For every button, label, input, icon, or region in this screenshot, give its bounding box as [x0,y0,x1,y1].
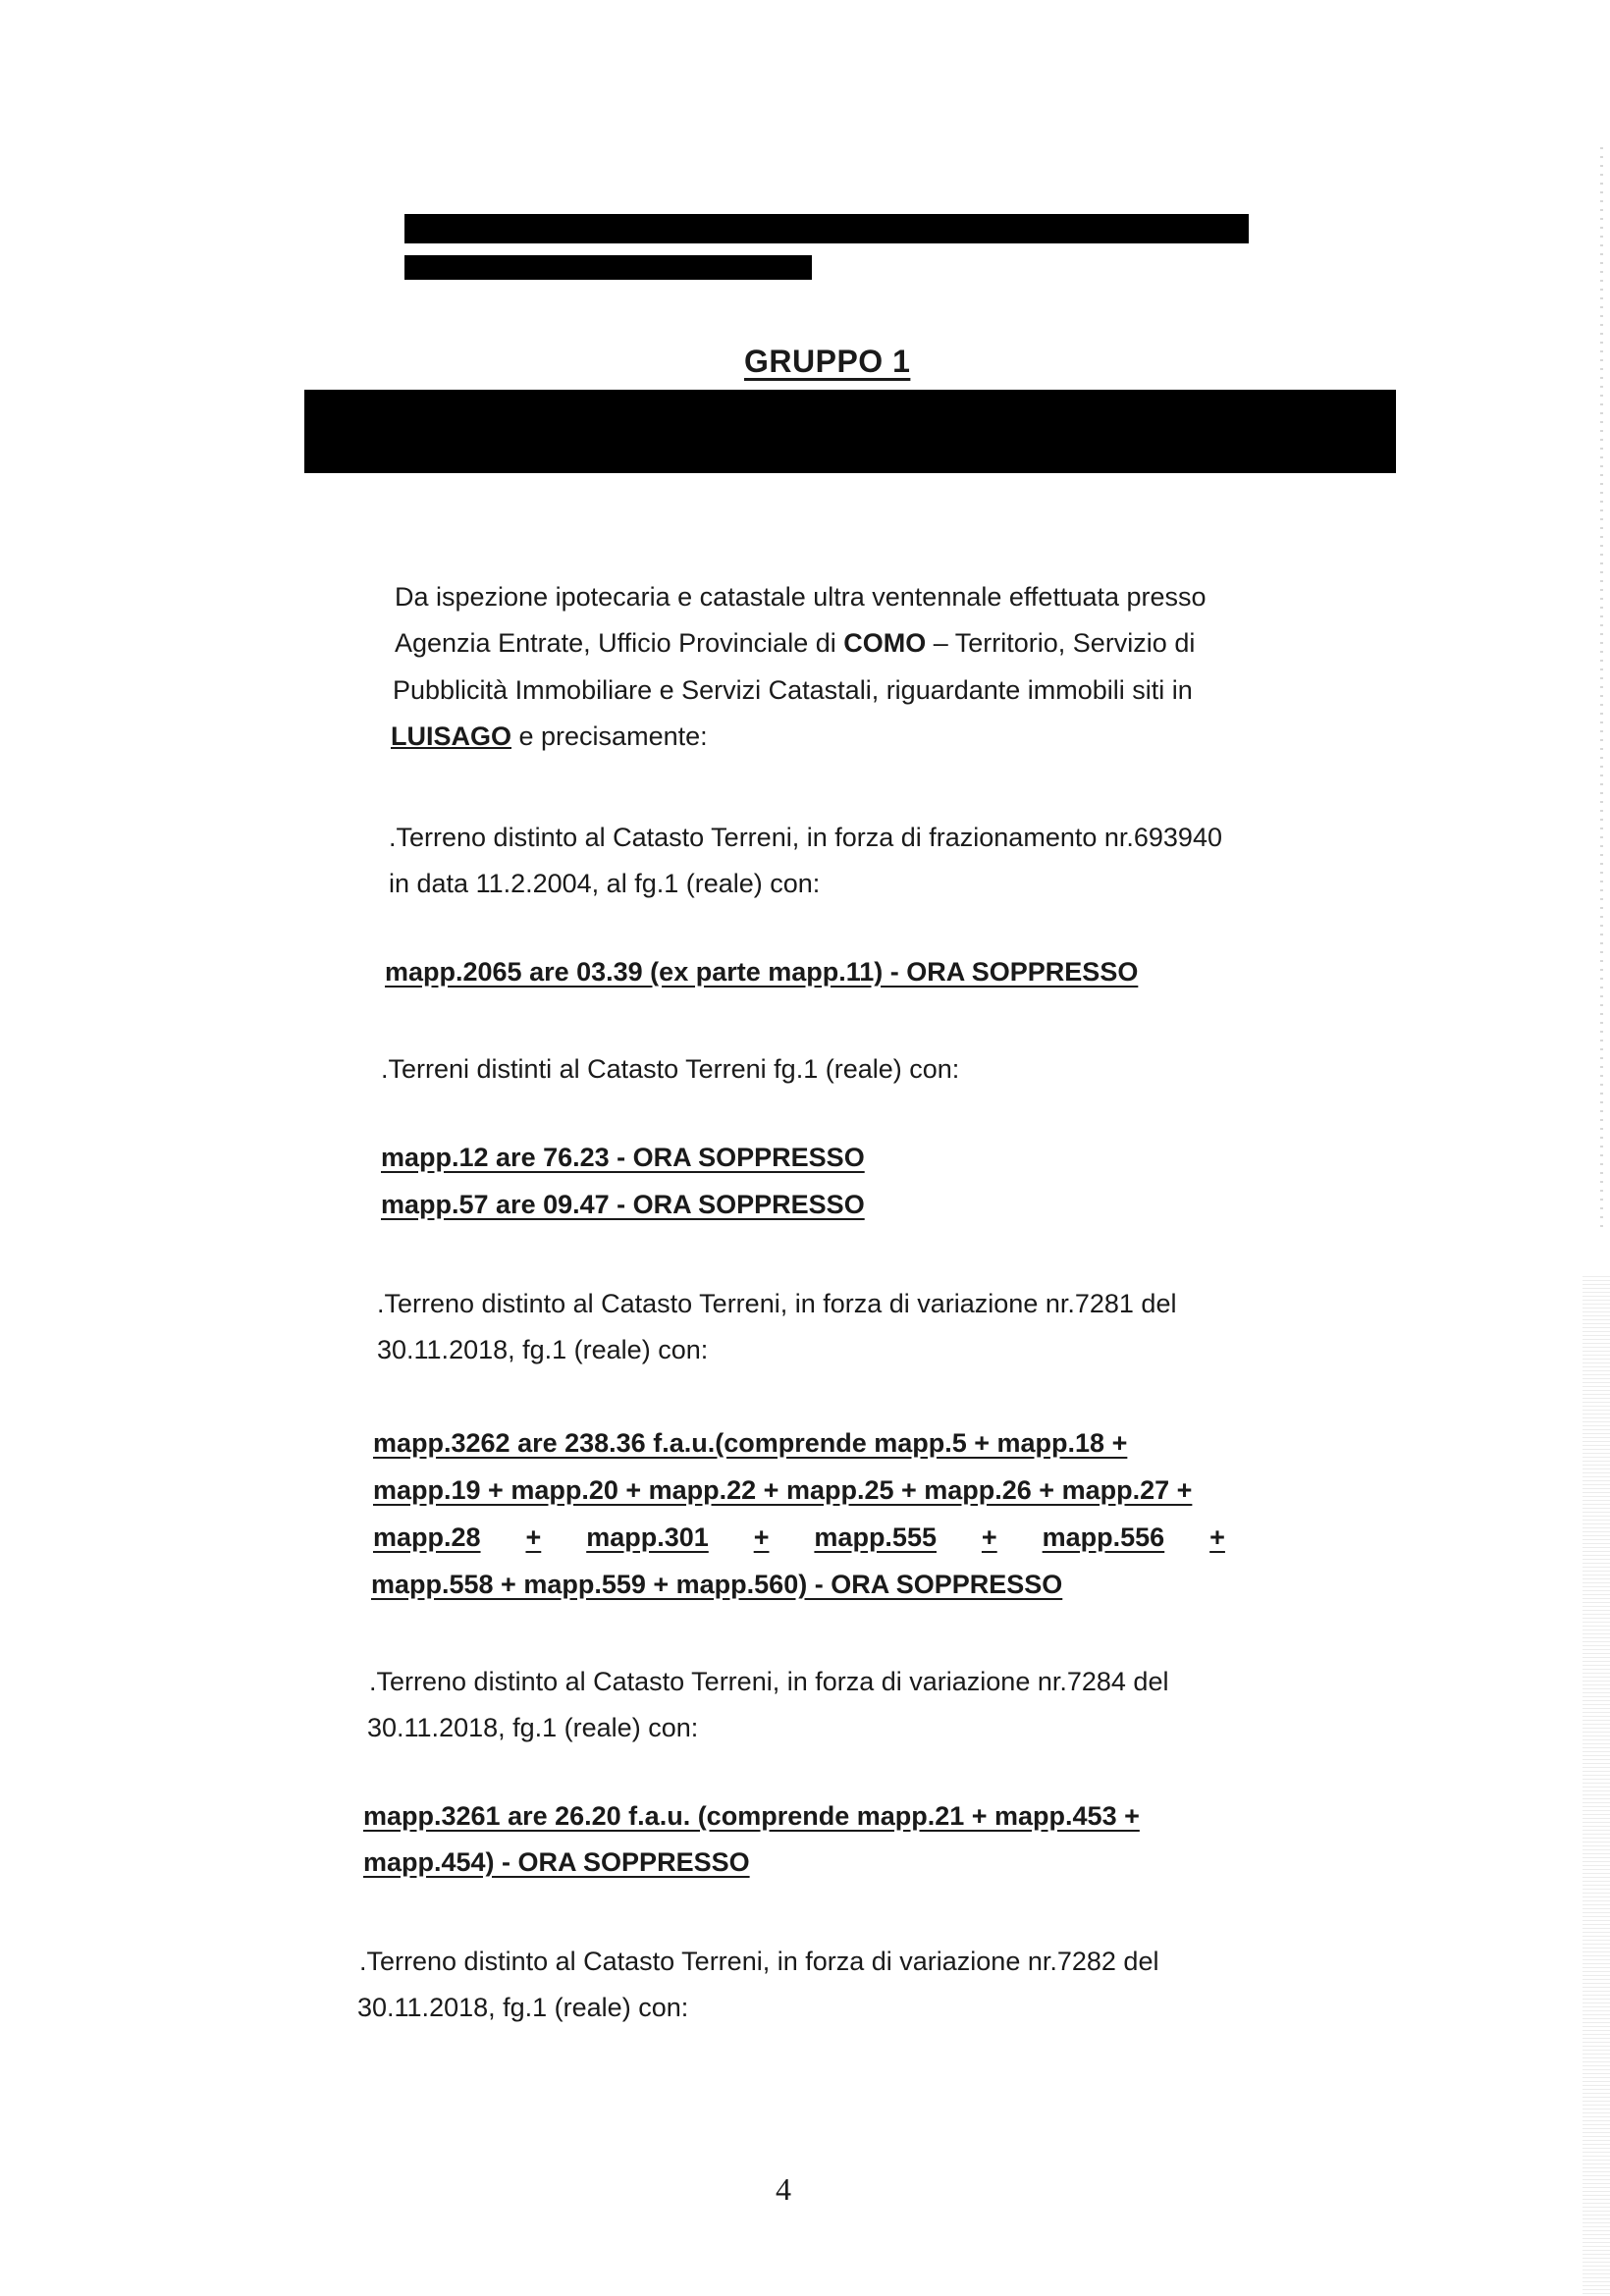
city-como: COMO [843,628,927,658]
sec1-line-2: in data 11.2.2004, al fg.1 (reale) con: [389,869,821,898]
sec4-mapp-line-2: mapp.454) - ORA SOPPRESSO [363,1847,750,1877]
town-luisago: LUISAGO [391,721,512,751]
sec3-mapp-line-4: mapp.558 + mapp.559 + mapp.560) - ORA SOPPRESSO [371,1570,1063,1599]
sec3-line-2: 30.11.2018, fg.1 (reale) con: [377,1335,709,1364]
sec2-line-1: .Terreni distinti al Catasto Terreni fg.1 (reale) con: [381,1054,960,1084]
sec5-line-2: 30.11.2018, fg.1 (reale) con: [357,1993,689,2022]
sec2-mapp-1: mapp.12 are 76.23 - ORA SOPPRESSO [381,1143,865,1172]
intro-line-4: LUISAGO e precisamente: [391,721,708,751]
sec3-mapp-line-1: mapp.3262 are 238.36 f.a.u.(comprende mapp.5 + mapp.18 + [373,1428,1128,1458]
page-number: 4 [776,2171,791,2207]
sec3-mapp-line-2: mapp.19 + mapp.20 + mapp.22 + mapp.25 + mapp.26 + mapp.27 + [373,1475,1193,1505]
intro-line-3: Pubblicità Immobiliare e Servizi Catastali, riguardante immobili siti in [393,675,1193,705]
section-title: GRUPPO 1 [744,344,911,379]
scan-edge-artifact-top [1600,147,1603,1227]
sec4-line-1: .Terreno distinto al Catasto Terreni, in forza di variazione nr.7284 del [369,1667,1169,1696]
sec1-line-1: .Terreno distinto al Catasto Terreni, in forza di frazionamento nr.693940 [389,823,1222,852]
scan-edge-artifact [1583,1276,1610,2296]
intro-line-1: Da ispezione ipotecaria e catastale ultra ventennale effettuata presso [395,582,1207,612]
intro-line-2: Agenzia Entrate, Ufficio Provinciale di COMO – Territorio, Servizio di [395,628,1196,658]
redaction-bar-2 [404,255,812,280]
sec2-mapp-2: mapp.57 are 09.47 - ORA SOPPRESSO [381,1190,865,1219]
sec3-mapp-line-3: mapp.28 + mapp.301 + mapp.555 + mapp.556 + [373,1522,1225,1552]
sec3-line-1: .Terreno distinto al Catasto Terreni, in forza di variazione nr.7281 del [377,1289,1177,1318]
sec4-mapp-line-1: mapp.3261 are 26.20 f.a.u. (comprende mapp.21 + mapp.453 + [363,1801,1140,1831]
sec1-mapp: mapp.2065 are 03.39 (ex parte mapp.11) - ORA SOPPRESSO [385,957,1139,987]
redaction-block [304,390,1396,473]
sec4-line-2: 30.11.2018, fg.1 (reale) con: [367,1713,699,1742]
sec5-line-1: .Terreno distinto al Catasto Terreni, in forza di variazione nr.7282 del [359,1947,1159,1976]
redaction-bar-1 [404,214,1249,243]
